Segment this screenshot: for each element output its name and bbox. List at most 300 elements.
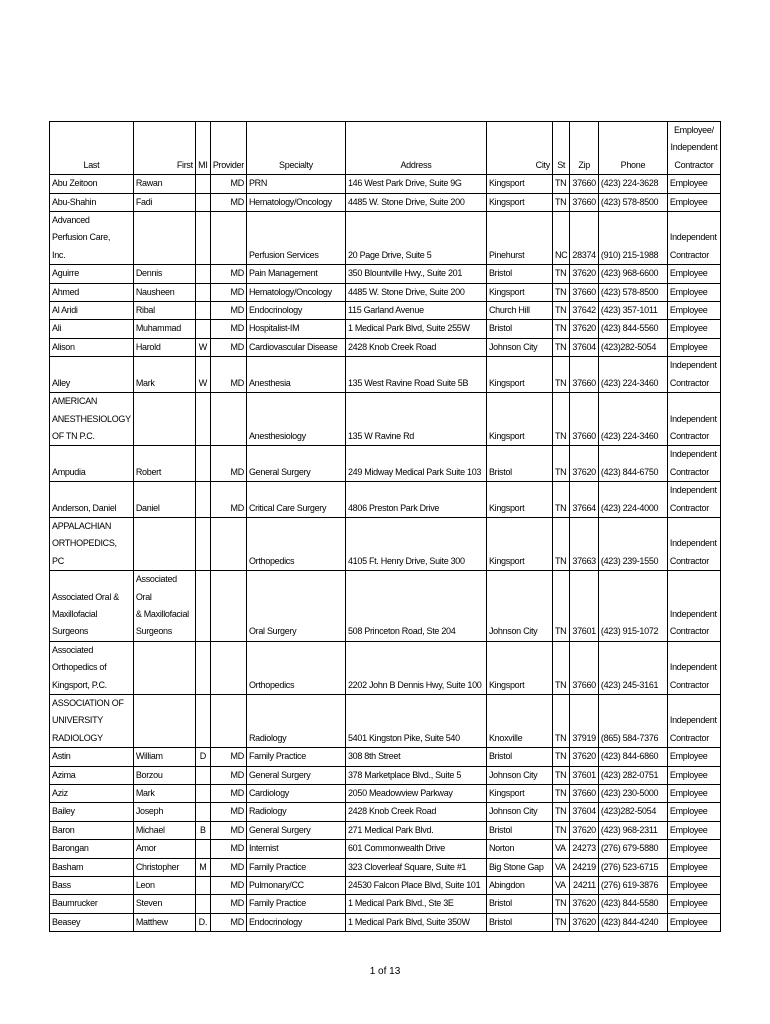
table-row — [50, 803, 721, 821]
cell-zip: 24211 — [570, 877, 599, 895]
cell-mi — [195, 641, 210, 694]
table-row — [50, 517, 721, 570]
cell-specialty: Radiology — [246, 695, 345, 748]
cell-mi — [195, 695, 210, 748]
cell-provider — [210, 641, 246, 694]
cell-specialty: Endocrinology — [246, 913, 345, 931]
cell-provider: MD — [210, 320, 246, 338]
cell-st: TN — [552, 482, 569, 518]
cell-mi: W — [195, 338, 210, 356]
cell-employee-status: Independent Contractor — [667, 695, 720, 748]
cell-st: TN — [552, 785, 569, 803]
table-row — [50, 357, 721, 393]
cell-last: Ahmed — [50, 283, 134, 301]
cell-st: TN — [552, 641, 569, 694]
cell-mi — [195, 803, 210, 821]
cell-address: 378 Marketplace Blvd., Suite 5 — [345, 766, 486, 784]
cell-city: Bristol — [486, 748, 552, 766]
cell-city: Kingsport — [486, 357, 552, 393]
cell-provider: MD — [210, 338, 246, 356]
cell-phone: (423) 224-3460 — [598, 357, 667, 393]
cell-city: Kingsport — [486, 283, 552, 301]
cell-st: TN — [552, 695, 569, 748]
col-specialty: Specialty — [246, 122, 345, 175]
cell-employee-status: Employee — [667, 338, 720, 356]
cell-first: Nausheen — [133, 283, 195, 301]
cell-specialty: PRN — [246, 175, 345, 193]
col-address: Address — [345, 122, 486, 175]
cell-employee-status: Employee — [667, 785, 720, 803]
cell-employee-status: Independent Contractor — [667, 446, 720, 482]
cell-address: 1 Medical Park Blvd., Ste 3E — [345, 895, 486, 913]
cell-specialty: Anesthesia — [246, 357, 345, 393]
table-row — [50, 840, 721, 858]
cell-zip: 37620 — [570, 748, 599, 766]
cell-st: VA — [552, 858, 569, 876]
cell-zip: 37660 — [570, 357, 599, 393]
cell-zip: 37620 — [570, 895, 599, 913]
cell-last: AMERICAN ANESTHESIOLOGY OF TN P.C. — [50, 393, 134, 446]
cell-employee-status: Employee — [667, 193, 720, 211]
col-employee-status: Employee/ Independent Contractor — [667, 122, 720, 175]
cell-city: Bristol — [486, 446, 552, 482]
cell-last: Aguirre — [50, 265, 134, 283]
cell-mi: D. — [195, 913, 210, 931]
cell-phone: (423) 245-3161 — [598, 641, 667, 694]
cell-last: Al Aridi — [50, 302, 134, 320]
cell-mi: M — [195, 858, 210, 876]
table-row — [50, 393, 721, 446]
cell-zip: 37919 — [570, 695, 599, 748]
table-row — [50, 482, 721, 518]
cell-phone: (423) 844-4240 — [598, 913, 667, 931]
cell-employee-status: Independent Contractor — [667, 641, 720, 694]
table-row — [50, 641, 721, 694]
table-row — [50, 895, 721, 913]
table-row — [50, 913, 721, 931]
cell-employee-status: Employee — [667, 877, 720, 895]
cell-st: TN — [552, 748, 569, 766]
cell-provider: MD — [210, 283, 246, 301]
cell-address: 249 Midway Medical Park Suite 103 — [345, 446, 486, 482]
cell-employee-status: Independent Contractor — [667, 571, 720, 642]
cell-provider: MD — [210, 913, 246, 931]
cell-st: TN — [552, 517, 569, 570]
cell-phone: (423) 357-1011 — [598, 302, 667, 320]
cell-specialty: Hospitalist-IM — [246, 320, 345, 338]
cell-zip: 37663 — [570, 517, 599, 570]
cell-employee-status: Independent Contractor — [667, 393, 720, 446]
cell-st: NC — [552, 212, 569, 265]
table-row — [50, 858, 721, 876]
cell-mi — [195, 571, 210, 642]
cell-phone: (423) 224-3628 — [598, 175, 667, 193]
cell-employee-status: Employee — [667, 895, 720, 913]
cell-last: Aziz — [50, 785, 134, 803]
table-row — [50, 785, 721, 803]
cell-last: Bailey — [50, 803, 134, 821]
cell-last: Azima — [50, 766, 134, 784]
col-city: City — [486, 122, 552, 175]
cell-provider: MD — [210, 840, 246, 858]
cell-provider: MD — [210, 785, 246, 803]
cell-city: Bristol — [486, 265, 552, 283]
table-body — [50, 175, 721, 932]
cell-phone: (423) 915-1072 — [598, 571, 667, 642]
cell-zip: 37601 — [570, 766, 599, 784]
cell-provider: MD — [210, 175, 246, 193]
cell-phone: (423) 239-1550 — [598, 517, 667, 570]
cell-provider: MD — [210, 803, 246, 821]
cell-first: William — [133, 748, 195, 766]
cell-specialty: Cardiology — [246, 785, 345, 803]
cell-mi — [195, 175, 210, 193]
cell-city: Big Stone Gap — [486, 858, 552, 876]
cell-address: 5401 Kingston Pike, Suite 540 — [345, 695, 486, 748]
cell-st: TN — [552, 393, 569, 446]
table-row — [50, 302, 721, 320]
cell-st: TN — [552, 193, 569, 211]
cell-first: Amor — [133, 840, 195, 858]
cell-city: Kingsport — [486, 785, 552, 803]
cell-specialty: Pulmonary/CC — [246, 877, 345, 895]
cell-employee-status: Independent Contractor — [667, 212, 720, 265]
col-provider: Provider — [210, 122, 246, 175]
cell-st: TN — [552, 446, 569, 482]
cell-city: Johnson City — [486, 803, 552, 821]
cell-first: Ribal — [133, 302, 195, 320]
cell-specialty: Anesthesiology — [246, 393, 345, 446]
cell-last: APPALACHIAN ORTHOPEDICS, PC — [50, 517, 134, 570]
cell-address: 4105 Ft. Henry Drive, Suite 300 — [345, 517, 486, 570]
cell-last: Beasey — [50, 913, 134, 931]
cell-phone: (423) 282-0751 — [598, 766, 667, 784]
cell-address: 1 Medical Park Blvd, Suite 255W — [345, 320, 486, 338]
cell-specialty: Family Practice — [246, 858, 345, 876]
cell-last: Baumrucker — [50, 895, 134, 913]
cell-address: 135 W Ravine Rd — [345, 393, 486, 446]
cell-zip: 37664 — [570, 482, 599, 518]
cell-specialty: Orthopedics — [246, 641, 345, 694]
cell-specialty: Family Practice — [246, 895, 345, 913]
cell-specialty: General Surgery — [246, 446, 345, 482]
cell-zip: 37660 — [570, 641, 599, 694]
cell-zip: 37604 — [570, 338, 599, 356]
cell-st: TN — [552, 821, 569, 839]
cell-last: ASSOCIATION OF UNIVERSITY RADIOLOGY — [50, 695, 134, 748]
cell-address: 24530 Falcon Place Blvd, Suite 101 — [345, 877, 486, 895]
cell-last: Alley — [50, 357, 134, 393]
cell-specialty: Radiology — [246, 803, 345, 821]
cell-zip: 37620 — [570, 913, 599, 931]
cell-phone: (423) 968-2311 — [598, 821, 667, 839]
cell-employee-status: Employee — [667, 175, 720, 193]
cell-phone: (423)282-5054 — [598, 338, 667, 356]
table-row — [50, 571, 721, 642]
cell-address: 135 West Ravine Road Suite 5B — [345, 357, 486, 393]
cell-phone: (423) 844-5580 — [598, 895, 667, 913]
cell-phone: (423) 224-3460 — [598, 393, 667, 446]
cell-specialty: Pain Management — [246, 265, 345, 283]
table-row — [50, 193, 721, 211]
cell-phone: (423)282-5054 — [598, 803, 667, 821]
cell-city: Kingsport — [486, 482, 552, 518]
cell-st: TN — [552, 338, 569, 356]
cell-first: Michael — [133, 821, 195, 839]
cell-city: Church Hill — [486, 302, 552, 320]
cell-zip: 37660 — [570, 393, 599, 446]
cell-first: Dennis — [133, 265, 195, 283]
cell-employee-status: Independent Contractor — [667, 517, 720, 570]
cell-address: 308 8th Street — [345, 748, 486, 766]
cell-st: TN — [552, 766, 569, 784]
cell-city: Johnson City — [486, 766, 552, 784]
cell-specialty: Orthopedics — [246, 517, 345, 570]
cell-address: 115 Garland Avenue — [345, 302, 486, 320]
col-st: St — [552, 122, 569, 175]
cell-mi: W — [195, 357, 210, 393]
cell-mi — [195, 877, 210, 895]
cell-mi — [195, 517, 210, 570]
cell-phone: (910) 215-1988 — [598, 212, 667, 265]
cell-first: Harold — [133, 338, 195, 356]
cell-address: 20 Page Drive, Suite 5 — [345, 212, 486, 265]
cell-employee-status: Employee — [667, 840, 720, 858]
cell-last: Basham — [50, 858, 134, 876]
cell-address: 2050 Meadowview Parkway — [345, 785, 486, 803]
cell-specialty: Family Practice — [246, 748, 345, 766]
cell-provider — [210, 571, 246, 642]
cell-city: Johnson City — [486, 571, 552, 642]
cell-provider — [210, 695, 246, 748]
cell-first: Muhammad — [133, 320, 195, 338]
cell-address: 4485 W. Stone Drive, Suite 200 — [345, 193, 486, 211]
cell-address: 4485 W. Stone Drive, Suite 200 — [345, 283, 486, 301]
cell-specialty: Internist — [246, 840, 345, 858]
cell-employee-status: Independent Contractor — [667, 357, 720, 393]
table-row — [50, 320, 721, 338]
cell-mi — [195, 840, 210, 858]
cell-last: Astin — [50, 748, 134, 766]
cell-phone: (423) 844-5560 — [598, 320, 667, 338]
cell-first: Associated Oral & Maxillofacial Surgeons — [133, 571, 195, 642]
cell-last: Anderson, Daniel — [50, 482, 134, 518]
cell-zip: 37660 — [570, 175, 599, 193]
cell-st: TN — [552, 571, 569, 642]
cell-last: Advanced Perfusion Care, Inc. — [50, 212, 134, 265]
cell-provider: MD — [210, 858, 246, 876]
cell-mi — [195, 193, 210, 211]
cell-address: 4806 Preston Park Drive — [345, 482, 486, 518]
cell-st: TN — [552, 913, 569, 931]
cell-city: Abingdon — [486, 877, 552, 895]
cell-city: Knoxville — [486, 695, 552, 748]
cell-provider: MD — [210, 877, 246, 895]
cell-first: Christopher — [133, 858, 195, 876]
cell-employee-status: Employee — [667, 302, 720, 320]
cell-specialty: General Surgery — [246, 766, 345, 784]
col-zip: Zip — [570, 122, 599, 175]
cell-first: Leon — [133, 877, 195, 895]
cell-phone: (276) 619-3876 — [598, 877, 667, 895]
cell-city: Kingsport — [486, 517, 552, 570]
cell-address: 2202 John B Dennis Hwy, Suite 100 — [345, 641, 486, 694]
cell-mi: D — [195, 748, 210, 766]
provider-table — [49, 121, 721, 932]
cell-phone: (865) 584-7376 — [598, 695, 667, 748]
cell-last: Alison — [50, 338, 134, 356]
cell-provider — [210, 212, 246, 265]
cell-phone: (276) 679-5880 — [598, 840, 667, 858]
cell-city: Norton — [486, 840, 552, 858]
cell-specialty: General Surgery — [246, 821, 345, 839]
table-row — [50, 748, 721, 766]
cell-first — [133, 517, 195, 570]
cell-last: Baron — [50, 821, 134, 839]
cell-address: 508 Princeton Road, Ste 204 — [345, 571, 486, 642]
cell-provider — [210, 393, 246, 446]
cell-first: Fadi — [133, 193, 195, 211]
cell-st: TN — [552, 302, 569, 320]
cell-last: Abu Zeitoon — [50, 175, 134, 193]
cell-address: 2428 Knob Creek Road — [345, 803, 486, 821]
cell-phone: (423) 230-5000 — [598, 785, 667, 803]
cell-last: Barongan — [50, 840, 134, 858]
cell-first: Mark — [133, 357, 195, 393]
cell-provider: MD — [210, 766, 246, 784]
cell-provider: MD — [210, 895, 246, 913]
cell-mi — [195, 302, 210, 320]
cell-employee-status: Employee — [667, 766, 720, 784]
cell-provider: MD — [210, 748, 246, 766]
cell-phone: (423) 578-8500 — [598, 283, 667, 301]
table-row — [50, 877, 721, 895]
cell-last: Associated Orthopedics of Kingsport, P.C. — [50, 641, 134, 694]
cell-first: Mark — [133, 785, 195, 803]
table-row — [50, 338, 721, 356]
cell-first — [133, 393, 195, 446]
cell-employee-status: Employee — [667, 320, 720, 338]
table-row — [50, 766, 721, 784]
cell-mi — [195, 212, 210, 265]
cell-employee-status: Employee — [667, 803, 720, 821]
cell-specialty: Oral Surgery — [246, 571, 345, 642]
col-first: First — [133, 122, 195, 175]
cell-address: 323 Cloverleaf Square, Suite #1 — [345, 858, 486, 876]
cell-specialty: Hematology/Oncology — [246, 283, 345, 301]
cell-last: Abu-Shahin — [50, 193, 134, 211]
cell-specialty: Hematology/Oncology — [246, 193, 345, 211]
cell-first: Borzou — [133, 766, 195, 784]
cell-city: Bristol — [486, 895, 552, 913]
cell-first — [133, 695, 195, 748]
cell-mi — [195, 785, 210, 803]
cell-zip: 37620 — [570, 320, 599, 338]
cell-city: Pinehurst — [486, 212, 552, 265]
cell-phone: (423) 844-6860 — [598, 748, 667, 766]
table-row — [50, 283, 721, 301]
cell-city: Bristol — [486, 913, 552, 931]
cell-city: Kingsport — [486, 193, 552, 211]
cell-city: Kingsport — [486, 641, 552, 694]
cell-provider: MD — [210, 265, 246, 283]
cell-phone: (423) 224-4000 — [598, 482, 667, 518]
cell-mi — [195, 265, 210, 283]
table-row — [50, 175, 721, 193]
header-row — [50, 122, 721, 175]
col-last: Last — [50, 122, 134, 175]
table-row — [50, 212, 721, 265]
cell-mi — [195, 320, 210, 338]
cell-phone: (276) 523-6715 — [598, 858, 667, 876]
cell-zip: 37660 — [570, 785, 599, 803]
table-row — [50, 446, 721, 482]
cell-mi — [195, 283, 210, 301]
cell-specialty: Cardiovascular Disease — [246, 338, 345, 356]
cell-address: 601 Commonwealth Drive — [345, 840, 486, 858]
cell-zip: 37620 — [570, 821, 599, 839]
cell-last: Associated Oral & Maxillofacial Surgeons — [50, 571, 134, 642]
table-row — [50, 695, 721, 748]
cell-st: TN — [552, 357, 569, 393]
cell-zip: 37604 — [570, 803, 599, 821]
cell-first: Daniel — [133, 482, 195, 518]
cell-specialty: Perfusion Services — [246, 212, 345, 265]
cell-employee-status: Employee — [667, 283, 720, 301]
cell-city: Bristol — [486, 320, 552, 338]
cell-zip: 37620 — [570, 265, 599, 283]
cell-zip: 37601 — [570, 571, 599, 642]
cell-zip: 37620 — [570, 446, 599, 482]
cell-st: TN — [552, 283, 569, 301]
cell-provider: MD — [210, 302, 246, 320]
table-row — [50, 265, 721, 283]
cell-city: Kingsport — [486, 175, 552, 193]
cell-city: Bristol — [486, 821, 552, 839]
cell-phone: (423) 968-6600 — [598, 265, 667, 283]
cell-mi — [195, 895, 210, 913]
cell-st: TN — [552, 320, 569, 338]
cell-first — [133, 212, 195, 265]
cell-zip: 37660 — [570, 283, 599, 301]
cell-employee-status: Employee — [667, 265, 720, 283]
cell-address: 146 West Park Drive, Suite 9G — [345, 175, 486, 193]
cell-phone: (423) 578-8500 — [598, 193, 667, 211]
cell-st: TN — [552, 895, 569, 913]
cell-provider — [210, 517, 246, 570]
cell-employee-status: Employee — [667, 913, 720, 931]
cell-zip: 24273 — [570, 840, 599, 858]
cell-last: Bass — [50, 877, 134, 895]
cell-mi — [195, 393, 210, 446]
page-number: 1 of 13 — [369, 966, 401, 977]
cell-first — [133, 641, 195, 694]
cell-phone: (423) 844-6750 — [598, 446, 667, 482]
cell-mi: B — [195, 821, 210, 839]
cell-last: Ampudia — [50, 446, 134, 482]
col-phone: Phone — [598, 122, 667, 175]
cell-first: Joseph — [133, 803, 195, 821]
cell-specialty: Endocrinology — [246, 302, 345, 320]
cell-provider: MD — [210, 482, 246, 518]
cell-last: Ali — [50, 320, 134, 338]
cell-zip: 37642 — [570, 302, 599, 320]
cell-address: 271 Medical Park Blvd. — [345, 821, 486, 839]
cell-first: Steven — [133, 895, 195, 913]
cell-city: Kingsport — [486, 393, 552, 446]
cell-provider: MD — [210, 357, 246, 393]
cell-provider: MD — [210, 821, 246, 839]
